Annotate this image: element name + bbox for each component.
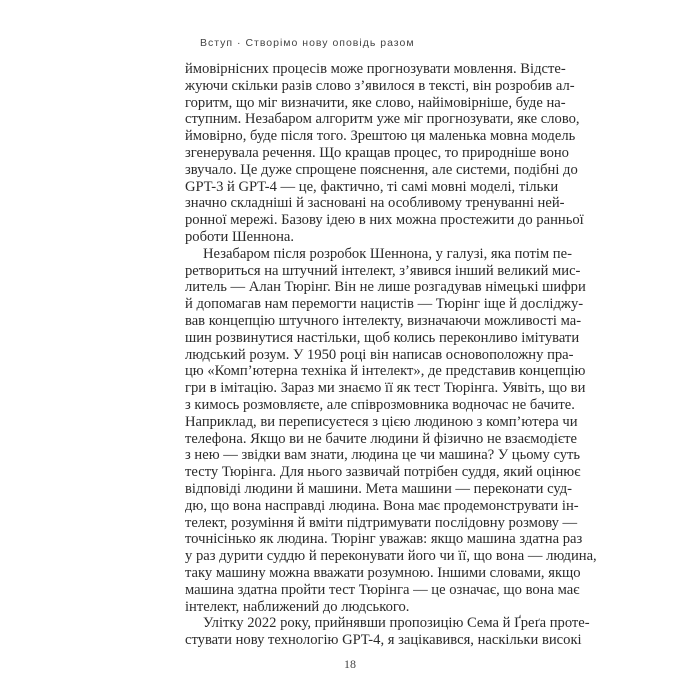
text-line: цю «Комп’ютерна техніка й інтелект», де представив концепцію	[185, 363, 586, 380]
text-line: з нею — звідки вам знати, людина це чи машина? У цьому суть	[185, 447, 581, 464]
text-line: GPT-3 й GPT-4 — це, фактично, ті самі мовні моделі, тільки	[185, 178, 559, 195]
text-line: звучало. Це дуже спрощене пояснення, але системи, подібні до	[185, 161, 578, 178]
text-line: ронної мережі. Базову ідею в них можна простежити до ранньої	[185, 212, 584, 229]
text-line: гри в імітацію. Зараз ми знаємо її як тест Тюрінга. Уявіть, що ви	[185, 380, 586, 397]
text-line: й допомагав нам перемогти нацистів — Тюрінг іще й досліджу-	[185, 296, 584, 313]
text-line: шин розвинутися настільки, щоб колись переконливо імітувати	[185, 329, 580, 346]
text-line: Улітку 2022 року, прийнявши пропозицію Сема й Ґреґа проте-	[203, 615, 590, 632]
page-number: 18	[344, 657, 356, 671]
text-line: точнісінько як людина. Тюрінг уважав: якщо машина здатна раз	[185, 531, 583, 548]
paragraph	[185, 61, 584, 246]
text-line: згенерувала речення. Що кращав процес, то природніше воно	[185, 144, 569, 161]
text-line: горитм, що міг визначити, яке слово, найімовірніше, буде на-	[185, 94, 566, 111]
text-line: Наприклад, ви переписуєтеся з цією людиною з комп’ютера чи	[185, 413, 578, 430]
text-line: жуючи скільки разів слово з’явилося в тексті, він розробив ал-	[185, 77, 575, 94]
text-line: таку машину можна вважати розумною. Іншими словами, якщо	[185, 564, 581, 581]
text-line: вав концепцію штучного інтелекту, визначаючи можливості ма-	[185, 312, 582, 329]
text-line: значно складніші й засновані на особливому тренуванні ней-	[185, 195, 565, 212]
text-line: у раз дурити суддю й переконувати його чи її, що вона — людина,	[185, 548, 597, 565]
text-line: ступним. Незабаром алгоритм уже міг прогнозувати, яке слово,	[185, 111, 580, 128]
text-line: ймовірнісних процесів може прогнозувати мовлення. Відсте-	[185, 61, 566, 77]
text-line: Незабаром після розробок Шеннона, у галузі, яка потім пе-	[203, 245, 572, 262]
text-line: стувати нову технологію GPT-4, я зацікавився, наскільки високі	[185, 632, 582, 649]
text-line: дю, що вона насправді людина. Вона має продемонструвати ін-	[185, 497, 579, 514]
text-line: роботи Шеннона.	[185, 228, 295, 245]
text-line: телефона. Якщо ви не бачите людини й фізично не взаємодієте	[185, 430, 578, 447]
text-line: з кимось розмовляєте, але співрозмовника водночас не бачите.	[185, 396, 575, 413]
text-line: інтелект, наближений до людського.	[185, 598, 410, 615]
paragraph	[185, 245, 597, 616]
text-line: людський розум. У 1950 році він написав основоположну пра-	[185, 346, 574, 363]
text-line: ймовірно, буде після того. Зрештою ця маленька мовна модель	[185, 128, 576, 145]
text-line: литель — Алан Тюрінг. Він не лише розгадував німецькі шифри	[185, 279, 586, 296]
text-line: відповіді людини й машини. Мета машини — переконати суд-	[185, 480, 573, 497]
text-line: машина здатна пройти тест Тюрінга — це означає, що вона має	[185, 581, 580, 598]
running-header: Вступ · Створімо нову оповідь разом	[200, 37, 415, 49]
text-line: ретвориться на штучний інтелект, з’явився інший великий мис-	[185, 262, 581, 279]
page-body	[185, 61, 597, 649]
paragraph	[185, 615, 590, 649]
text-line: телект, розуміння й вміти підтримувати послідовну розмову —	[185, 514, 578, 531]
text-line: тесту Тюрінга. Для нього зазвичай потрібен суддя, який оцінює	[185, 464, 581, 481]
